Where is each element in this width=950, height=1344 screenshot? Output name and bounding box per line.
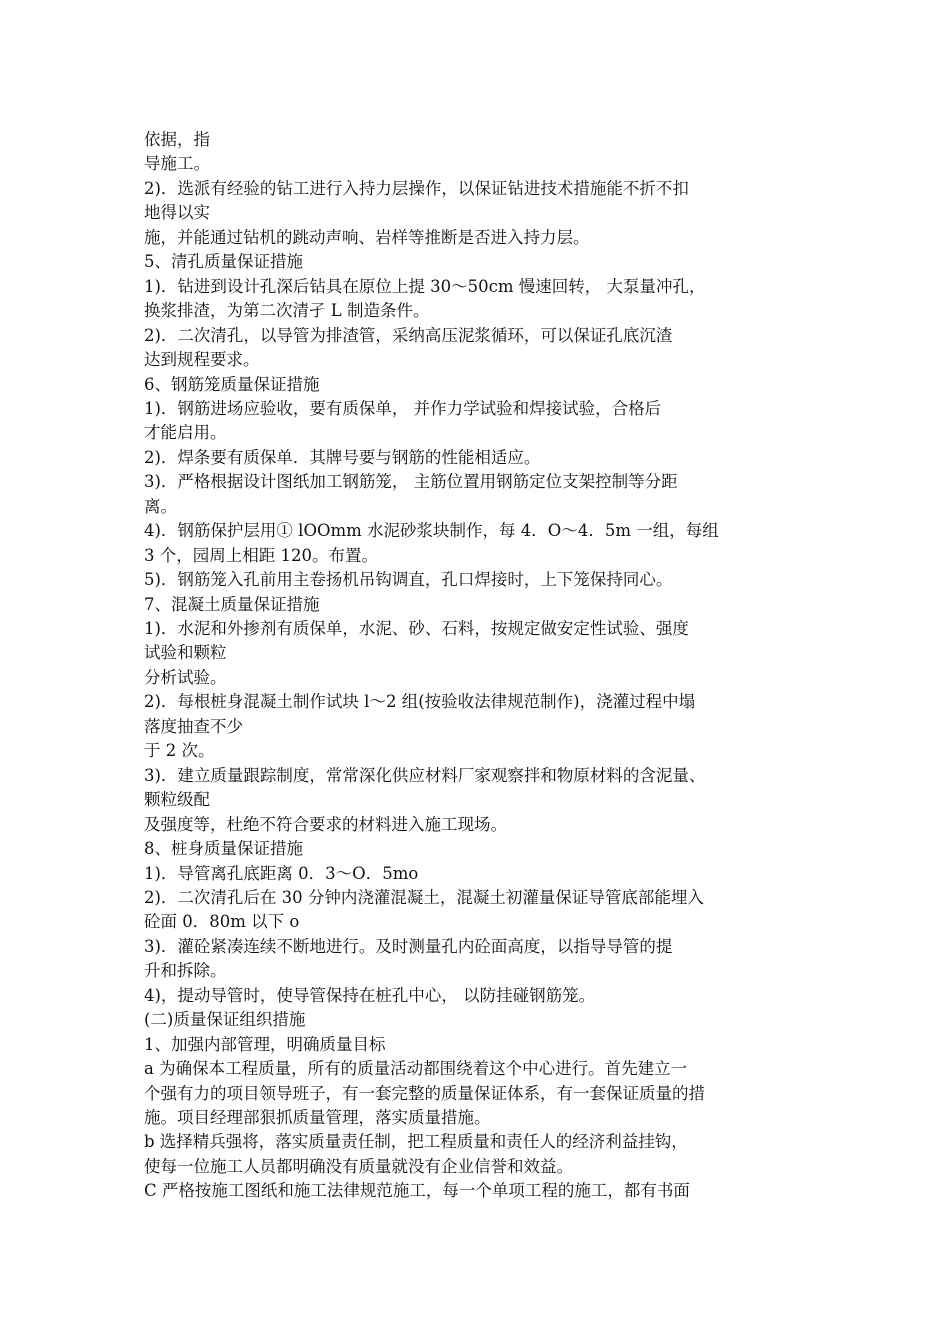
text-line: 试验和颗粒: [144, 643, 227, 663]
text-line: 5)．钢筋笼入孔前用主卷扬机吊钩调直，孔口焊接时，上下笼保持同心。: [144, 570, 673, 590]
text-line: 达到规程要求。: [144, 350, 260, 369]
text-line: 落度抽查不少: [144, 716, 243, 736]
text-line: 导施工。: [144, 154, 210, 174]
text-line: 3)．建立质量跟踪制度，常常深化供应材料厂家观察拌和物原材料的含泥量、: [144, 765, 706, 785]
text-line: (二)质量保证组织措施: [144, 1010, 306, 1030]
text-line: 使每一位施工人员都明确没有质量就没有企业信誉和效益。: [144, 1156, 573, 1176]
text-line: 1)．钢筋进场应验收，要有质保单， 并作力学试验和焊接试验，合格后: [144, 398, 662, 418]
text-line: 3 个，园周上相距 120。布置。: [144, 545, 378, 565]
text-line: 1)．水泥和外掺剂有质保单，水泥、砂、石料，按规定做安定性试验、强度: [144, 619, 689, 638]
text-line: 颗粒级配: [144, 790, 210, 810]
text-line: 施，并能通过钻机的跳动声响、岩样等推断是否进入持力层。: [144, 227, 590, 247]
text-line: 施。项目经理部狠抓质量管理，落实质量措施。: [144, 1108, 491, 1127]
text-line: 1)．导管离孔底距离 0．3～O．5mo: [144, 863, 419, 883]
text-line: 砼面 0．80m 以下 o: [144, 912, 300, 932]
text-line: 6、钢筋笼质量保证措施: [144, 374, 320, 394]
text-line: a 为确保本工程质量，所有的质量活动都围绕着这个中心进行。首先建立一: [144, 1059, 688, 1079]
text-line: 个强有力的项目领导班子，有一套完整的质量保证体系，有一套保证质量的措: [144, 1083, 705, 1103]
text-line: 2)．二次清孔，以导管为排渣管，采纳高压泥浆循环，可以保证孔底沉渣: [144, 325, 673, 345]
text-line: 依据，指: [144, 130, 210, 149]
text-line: 离。: [144, 496, 177, 516]
text-line: 2)．选派有经验的钻工进行入持力层操作，以保证钻进技术措施能不折不扣: [144, 178, 689, 198]
text-line: 3)．严格根据设计图纸加工钢筋笼， 主筋位置用钢筋定位支架控制等分距: [144, 472, 678, 492]
text-line: 1、加强内部管理，明确质量目标: [144, 1034, 386, 1054]
text-line: 2)．二次清孔后在 30 分钟内浇灌混凝土，混凝土初灌量保证导管底部能埋入: [144, 887, 704, 907]
text-line: 8、桩身质量保证措施: [144, 839, 303, 858]
text-line: 分析试验。: [144, 667, 227, 687]
text-line: 于 2 次。: [144, 741, 215, 761]
text-line: 3)．灌砼紧凑连续不断地进行。及时测量孔内砼面高度，以指导导管的提: [144, 936, 673, 956]
text-line: 及强度等，杜绝不符合要求的材料进入施工现场。: [144, 814, 507, 834]
text-line: 地得以实: [144, 203, 210, 223]
text-line: C 严格按施工图纸和施工法律规范施工，每一个单项工程的施工，都有书面: [144, 1181, 690, 1201]
text-line: 4)，提动导管时，使导管保持在桩孔中心， 以防挂碰钢筋笼。: [144, 985, 596, 1005]
text-line: b 选择精兵强将，落实质量责任制，把工程质量和责任人的经济利益挂钩，: [144, 1132, 688, 1152]
text-line: 2)．每根桩身混凝土制作试块 l～2 组(按验收法律规范制作)，浇灌过程中塌: [144, 692, 696, 712]
text-line: 1)．钻进到设计孔深后钻具在原位上提 30～50cm 慢速回转， 大泵量冲孔，: [144, 276, 706, 296]
text-line: 升和拆除。: [144, 961, 227, 981]
text-line: 4)．钢筋保护层用① lOOmm 水泥砂浆块制作，每 4．O～4．5m 一组，每组: [144, 521, 719, 541]
text-line: 5、清孔质量保证措施: [144, 252, 303, 272]
text-line: 2)．焊条要有质保单．其牌号要与钢筋的性能相适应。: [144, 447, 541, 467]
text-line: 7、混凝土质量保证措施: [144, 594, 320, 614]
text-line: 换浆排渣，为第二次清孑 L 制造条件。: [144, 301, 430, 321]
text-line: 才能启用。: [144, 423, 227, 443]
